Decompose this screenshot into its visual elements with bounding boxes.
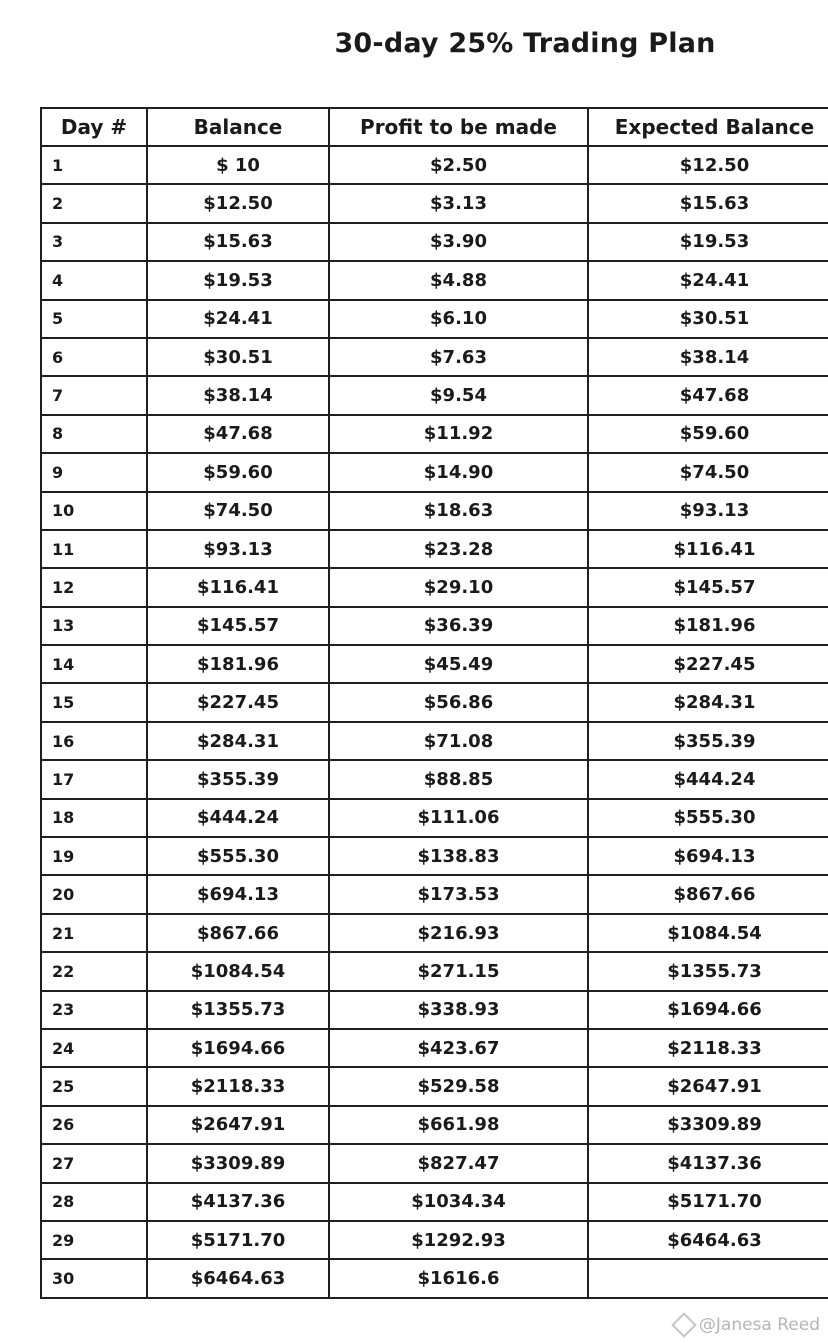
cell-balance: $59.60 [147,453,329,491]
page-title: 30-day 25% Trading Plan [334,28,716,59]
cell-expected-balance: $116.41 [588,530,828,568]
cell-expected-balance: $5171.70 [588,1183,828,1221]
watermark [675,1315,820,1335]
table-row [41,568,828,606]
cell-profit: $14.90 [329,453,588,491]
cell-day: 30 [41,1259,147,1297]
cell-profit: $29.10 [329,568,588,606]
cell-expected-balance: $12.50 [588,146,828,184]
cell-expected-balance: $227.45 [588,645,828,683]
table-row [41,184,828,222]
cell-expected-balance: $1694.66 [588,991,828,1029]
cell-day: 10 [41,492,147,530]
cell-balance: $1084.54 [147,952,329,990]
cell-balance: $4137.36 [147,1183,329,1221]
table-row [41,722,828,760]
cell-expected-balance: $1084.54 [588,914,828,952]
watermark-handle: @Janesa Reed [698,1315,820,1335]
cell-day: 15 [41,683,147,721]
cell-expected-balance: $30.51 [588,300,828,338]
cell-expected-balance: $3309.89 [588,1106,828,1144]
table-row [41,1029,828,1067]
cell-day: 20 [41,875,147,913]
cell-balance: $284.31 [147,722,329,760]
cell-day: 11 [41,530,147,568]
table-row [41,837,828,875]
cell-expected-balance: $2647.91 [588,1067,828,1105]
table-row [41,1183,828,1221]
cell-balance: $116.41 [147,568,329,606]
cell-expected-balance [588,1259,828,1297]
cell-balance: $444.24 [147,799,329,837]
cell-balance: $3309.89 [147,1144,329,1182]
cell-day: 21 [41,914,147,952]
cell-profit: $529.58 [329,1067,588,1105]
cell-balance: $12.50 [147,184,329,222]
cell-expected-balance: $93.13 [588,492,828,530]
cell-balance: $181.96 [147,645,329,683]
cell-balance: $867.66 [147,914,329,952]
cell-profit: $36.39 [329,607,588,645]
cell-day: 12 [41,568,147,606]
cell-expected-balance: $59.60 [588,415,828,453]
cell-balance: $1355.73 [147,991,329,1029]
table-row [41,146,828,184]
cell-expected-balance: $15.63 [588,184,828,222]
cell-balance: $6464.63 [147,1259,329,1297]
cell-day: 2 [41,184,147,222]
cell-day: 3 [41,223,147,261]
table-row [41,875,828,913]
cell-balance: $227.45 [147,683,329,721]
table-row [41,376,828,414]
cell-profit: $56.86 [329,683,588,721]
cell-expected-balance: $181.96 [588,607,828,645]
cell-profit: $71.08 [329,722,588,760]
header-row [41,108,828,146]
cell-day: 27 [41,1144,147,1182]
cell-profit: $7.63 [329,338,588,376]
cell-profit: $1616.6 [329,1259,588,1297]
table-row [41,952,828,990]
cell-day: 5 [41,300,147,338]
table-row [41,1259,828,1297]
cell-expected-balance: $284.31 [588,683,828,721]
cell-day: 24 [41,1029,147,1067]
table-row [41,914,828,952]
cell-balance: $145.57 [147,607,329,645]
cell-day: 1 [41,146,147,184]
table-row [41,530,828,568]
trading-plan-table [40,107,828,1299]
cell-balance: $19.53 [147,261,329,299]
cell-balance: $1694.66 [147,1029,329,1067]
cell-profit: $2.50 [329,146,588,184]
cell-balance: $ 10 [147,146,329,184]
cell-balance: $38.14 [147,376,329,414]
table-row [41,453,828,491]
cell-profit: $111.06 [329,799,588,837]
cell-balance: $555.30 [147,837,329,875]
cell-balance: $694.13 [147,875,329,913]
table-row [41,338,828,376]
cell-expected-balance: $867.66 [588,875,828,913]
table-row [41,683,828,721]
cell-balance: $2118.33 [147,1067,329,1105]
table-row [41,300,828,338]
cell-expected-balance: $2118.33 [588,1029,828,1067]
cell-balance: $30.51 [147,338,329,376]
cell-day: 23 [41,991,147,1029]
table-row [41,991,828,1029]
cell-profit: $1034.34 [329,1183,588,1221]
cell-balance: $355.39 [147,760,329,798]
table-row [41,645,828,683]
cell-day: 18 [41,799,147,837]
table-row [41,492,828,530]
cell-balance: $2647.91 [147,1106,329,1144]
cell-profit: $11.92 [329,415,588,453]
cell-profit: $216.93 [329,914,588,952]
cell-balance: $93.13 [147,530,329,568]
header-expected-balance: Expected Balance [588,108,828,146]
cell-profit: $23.28 [329,530,588,568]
cell-day: 22 [41,952,147,990]
header-day: Day # [41,108,147,146]
table-row [41,1106,828,1144]
cell-profit: $271.15 [329,952,588,990]
cell-expected-balance: $19.53 [588,223,828,261]
cell-profit: $138.83 [329,837,588,875]
cell-expected-balance: $38.14 [588,338,828,376]
cell-day: 6 [41,338,147,376]
cell-profit: $18.63 [329,492,588,530]
table-row [41,223,828,261]
cell-profit: $9.54 [329,376,588,414]
cell-balance: $24.41 [147,300,329,338]
cell-balance: $5171.70 [147,1221,329,1259]
cell-day: 9 [41,453,147,491]
cell-expected-balance: $355.39 [588,722,828,760]
cell-profit: $423.67 [329,1029,588,1067]
cell-day: 13 [41,607,147,645]
cell-day: 19 [41,837,147,875]
cell-day: 29 [41,1221,147,1259]
cell-day: 14 [41,645,147,683]
cell-expected-balance: $4137.36 [588,1144,828,1182]
cell-expected-balance: $24.41 [588,261,828,299]
cell-profit: $4.88 [329,261,588,299]
cell-balance: $47.68 [147,415,329,453]
table-body [41,146,828,1298]
table-row [41,760,828,798]
cell-profit: $661.98 [329,1106,588,1144]
table-row [41,607,828,645]
cell-expected-balance: $47.68 [588,376,828,414]
cell-expected-balance: $555.30 [588,799,828,837]
cell-profit: $1292.93 [329,1221,588,1259]
cell-day: 28 [41,1183,147,1221]
cell-day: 8 [41,415,147,453]
header-profit: Profit to be made [329,108,588,146]
diamond-logo-icon [671,1312,696,1337]
cell-profit: $88.85 [329,760,588,798]
cell-profit: $827.47 [329,1144,588,1182]
cell-profit: $173.53 [329,875,588,913]
cell-profit: $338.93 [329,991,588,1029]
cell-expected-balance: $1355.73 [588,952,828,990]
cell-expected-balance: $6464.63 [588,1221,828,1259]
table-row [41,261,828,299]
table-row [41,799,828,837]
cell-balance: $74.50 [147,492,329,530]
cell-day: 7 [41,376,147,414]
cell-expected-balance: $694.13 [588,837,828,875]
cell-expected-balance: $74.50 [588,453,828,491]
cell-day: 25 [41,1067,147,1105]
cell-expected-balance: $444.24 [588,760,828,798]
cell-profit: $3.13 [329,184,588,222]
cell-profit: $6.10 [329,300,588,338]
table-row [41,1144,828,1182]
cell-day: 16 [41,722,147,760]
table-row [41,1067,828,1105]
cell-profit: $45.49 [329,645,588,683]
table-row [41,1221,828,1259]
cell-day: 17 [41,760,147,798]
cell-profit: $3.90 [329,223,588,261]
table-row [41,415,828,453]
cell-expected-balance: $145.57 [588,568,828,606]
header-balance: Balance [147,108,329,146]
cell-day: 4 [41,261,147,299]
cell-balance: $15.63 [147,223,329,261]
cell-day: 26 [41,1106,147,1144]
